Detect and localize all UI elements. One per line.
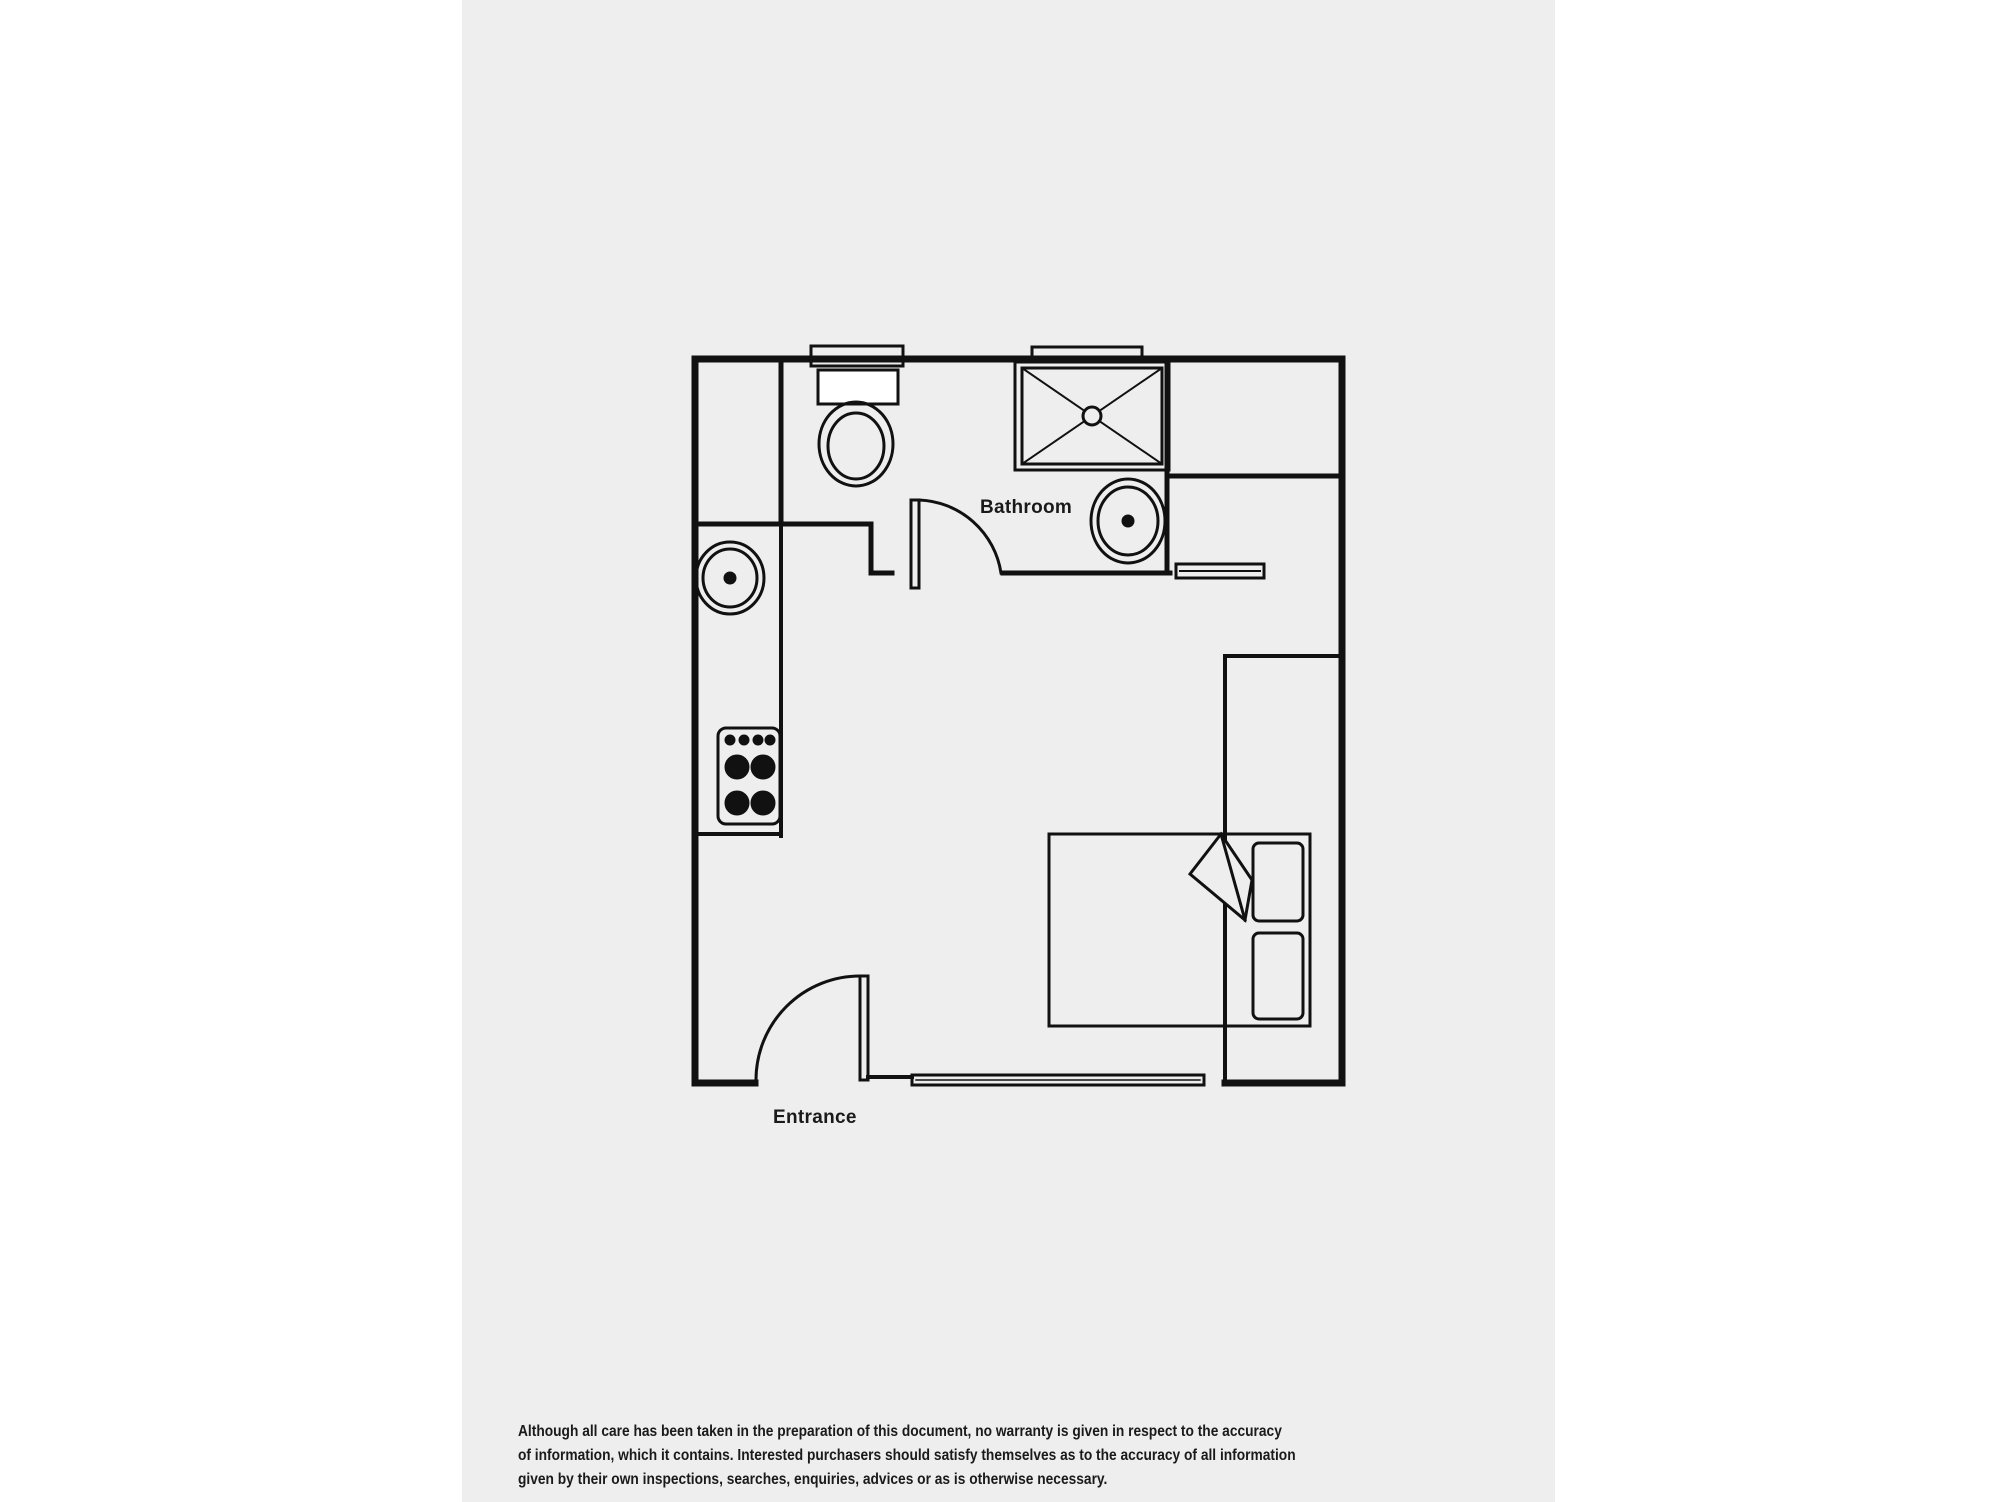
cooktop	[718, 728, 780, 824]
toilet-bowl-outer	[819, 402, 893, 486]
cooktop-burner-4	[752, 792, 774, 814]
front-window	[912, 1075, 1204, 1085]
cooktop-burner-1	[726, 756, 748, 778]
outer-walls	[695, 359, 1342, 1083]
entrance-door-leaf	[860, 976, 868, 1080]
entrance-label: Entrance	[773, 1107, 857, 1128]
shower	[1015, 347, 1169, 470]
bathroom-walls	[695, 359, 1342, 573]
toilet-tank	[818, 370, 898, 404]
disclaimer-line-3: given by their own inspections, searches, enquiries, advices or as is otherwise necessary.	[518, 1471, 1108, 1488]
kitchen-sink	[696, 542, 764, 614]
bathroom-basin	[1091, 479, 1165, 563]
cooktop-knob-1	[726, 736, 734, 744]
cooktop-knob-2	[740, 736, 748, 744]
bed-frame	[1049, 834, 1310, 1026]
toilet-bowl-inner	[828, 413, 884, 479]
entrance-door	[756, 976, 868, 1080]
disclaimer	[518, 1420, 1378, 1492]
cooktop-knob-4	[766, 736, 774, 744]
kitchen-sink-tap	[725, 573, 735, 583]
cooktop-knob-3	[754, 736, 762, 744]
shower-drain	[1083, 407, 1101, 425]
cooktop-burner-3	[726, 792, 748, 814]
bed-pillow-2	[1253, 933, 1303, 1019]
disclaimer-line-2: of information, which it contains. Interested purchasers should satisfy themselves as to the accuracy of all information	[518, 1447, 1296, 1464]
disclaimer-line-1: Although all care has been taken in the preparation of this document, no warranty is given in respect to the accuracy	[518, 1423, 1282, 1440]
cooktop-burner-2	[752, 756, 774, 778]
bed	[1049, 834, 1310, 1026]
toilet	[811, 346, 903, 486]
entrance-door-swing	[756, 976, 860, 1080]
wall-north-west	[695, 359, 755, 1083]
bathroom-door-leaf	[911, 500, 919, 588]
kitchenette	[695, 524, 781, 836]
bed-pillow-1	[1253, 843, 1303, 921]
bathroom-basin-tap	[1123, 516, 1133, 526]
bathroom-label: Bathroom	[980, 497, 1073, 518]
